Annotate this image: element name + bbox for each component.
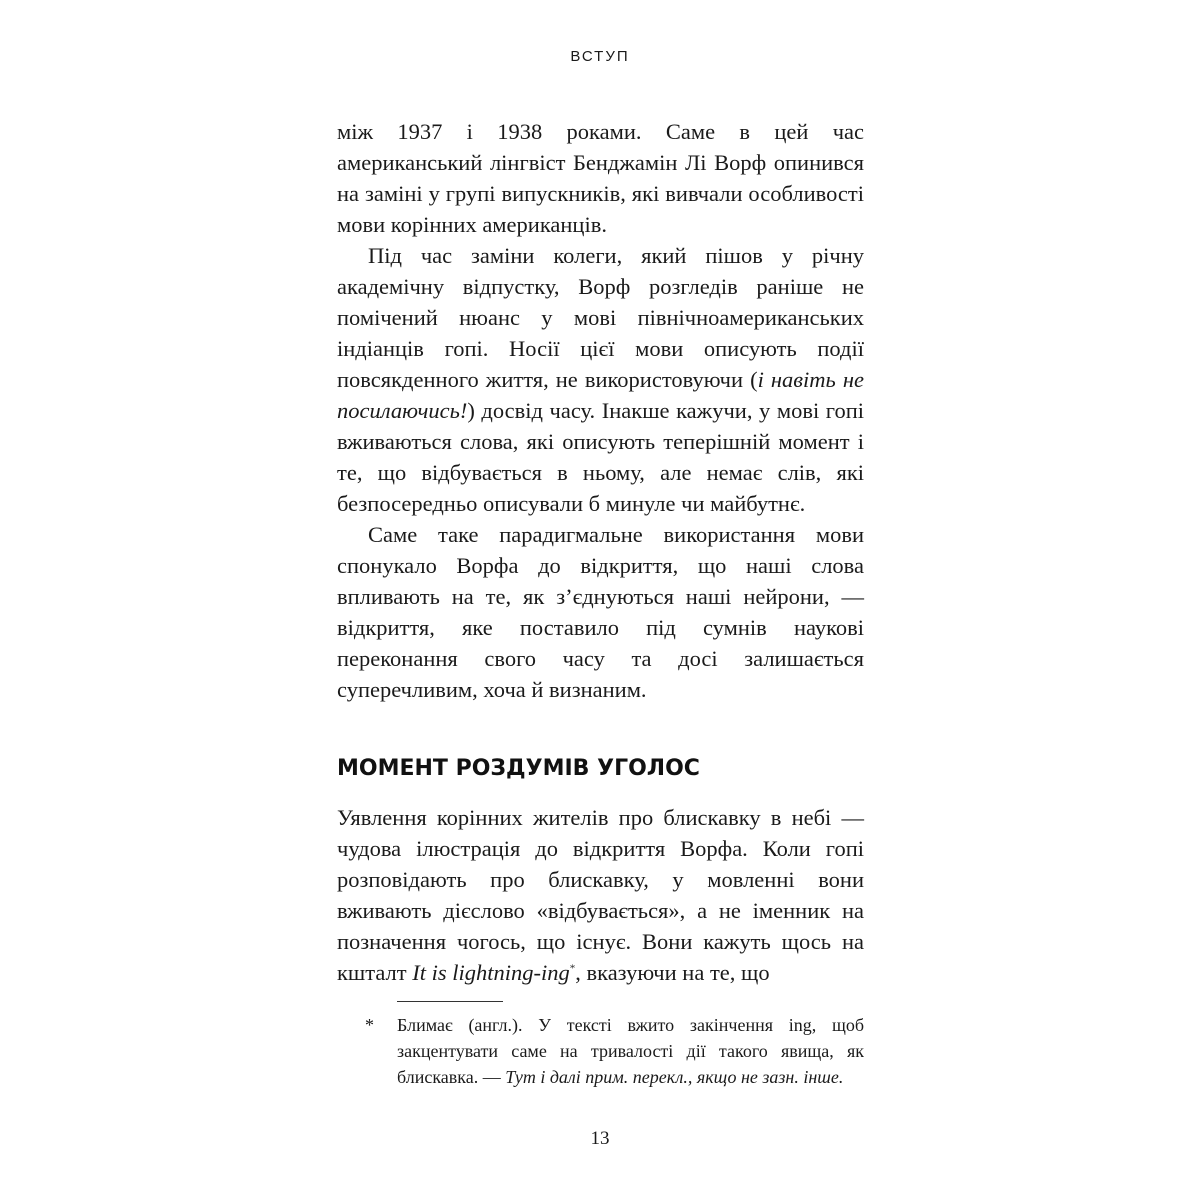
footnote-emphasis: Тут і далі прим. перекл., якщо не зазн. інше.: [505, 1067, 844, 1087]
paragraph-text: Під час заміни колеги, який пішов у річну академічну відпустку, Ворф розгледів раніше не помічений нюанс у мові північноамериканських індіанців гопі. Носії цієї мови описують події повсякденного життя, не використовуючи (: [337, 243, 864, 392]
paragraph: між 1937 і 1938 роками. Саме в цей час американський лінгвіст Бенджамін Лі Ворф опинився на заміні у групі випускників, які вивчали особливості мови корінних американців.: [337, 119, 864, 237]
paragraph-text: , вказуючи на те, що: [575, 960, 770, 985]
paragraph-text: Уявлення корінних жителів про блискавку в небі — чудова ілюстрація до відкриття Ворфа. Коли гопі розповідають про блискавку, у мовленні вони вживають дієслово «відбувається», а не іменник на позначення чогось, що існує. Вони кажуть щось на кшталт: [337, 805, 864, 985]
paragraph: [337, 240, 864, 519]
footnote-text: [365, 1012, 864, 1090]
footnote-reference: *: [569, 962, 576, 975]
paragraph-text: ) досвід часу. Інакше кажучи, у мові гопі вживаються слова, які описують теперішній момент і те, що відбувається в ньому, але немає слів, які безпосередньо описували б минуле чи майбутнє.: [337, 398, 864, 516]
paragraph: Саме таке парадигмальне використання мови спонукало Ворфа до відкриття, що наші слова впливають на те, як з’єднуються наші нейрони, — відкриття, яке поставило під сумнів наукові переконання свого часу та досі залишається суперечливим, хоча й визнаним.: [337, 522, 864, 702]
body-text-bottom: [337, 802, 864, 988]
footnote-mark: *: [365, 1015, 374, 1035]
body-text-top: [337, 116, 864, 705]
paragraph-emphasis: It is lightning-ing: [412, 960, 570, 985]
page-number: 13: [590, 1128, 610, 1149]
paragraph-emphasis: і навіть не посилаючись!: [337, 367, 864, 423]
footnote: [365, 1012, 864, 1090]
footnote-divider: [397, 1001, 503, 1002]
paragraph: [337, 802, 864, 988]
running-head: ВСТУП: [570, 48, 630, 65]
section-heading: МОМЕНТ РОЗДУМІВ УГОЛОС: [337, 756, 700, 781]
footnote-plain: Блимає (англ.). У тексті вжито закінчення ing, щоб закцентувати саме на тривалості дії такого явища, як блискавка. —: [397, 1015, 864, 1087]
